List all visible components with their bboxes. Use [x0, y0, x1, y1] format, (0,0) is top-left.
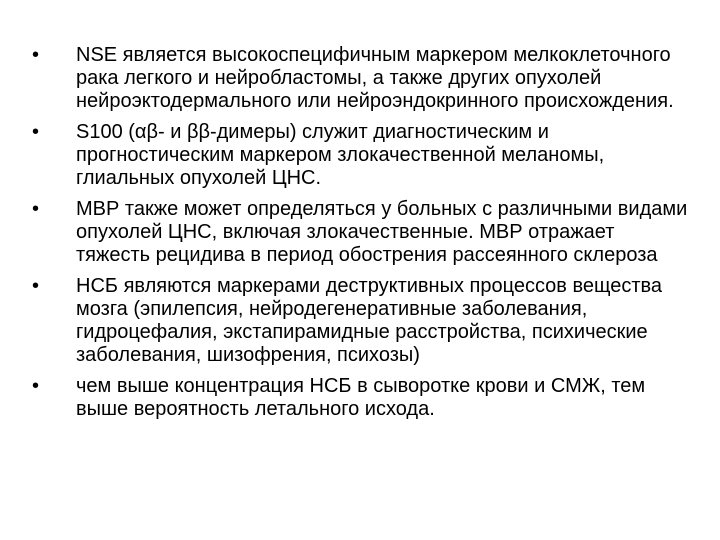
bullet-item: [32, 198, 692, 267]
bullet-text: S100 (αβ- и ββ-димеры) служит диагностическим и прогностическим маркером злокачественной меланомы, глиальных опухолей ЦНС.: [76, 121, 605, 189]
bullet-item: [32, 44, 692, 113]
bullet-item: [32, 275, 692, 367]
bullet-text: чем выше концентрация НСБ в сыворотке крови и СМЖ, тем выше вероятность летального исхода.: [76, 375, 646, 420]
bullet-list: [32, 44, 692, 429]
bullet-icon: •: [32, 275, 40, 297]
bullet-text: МВР также может определяться у больных с различными видами опухолей ЦНС, включая злокачественные. МВР отражает тяжесть рецидива в период обострения рассеянного склероза: [76, 198, 688, 266]
bullet-icon: •: [32, 44, 40, 66]
bullet-item: [32, 375, 692, 421]
bullet-icon: •: [32, 121, 40, 143]
bullet-item: [32, 121, 692, 190]
bullet-icon: •: [32, 198, 40, 220]
bullet-text: НСБ являются маркерами деструктивных процессов вещества мозга (эпилепсия, нейродегенеративные заболевания, гидроцефалия, экстапирамидные расстройства, психические заболевания, шизофрения, психозы): [76, 275, 663, 366]
bullet-text: NSE является высокоспецифичным маркером мелкоклеточного рака легкого и нейробластомы, а также других опухолей нейроэктодермального или нейроэндокринного происхождения.: [76, 44, 674, 112]
bullet-icon: •: [32, 375, 40, 397]
